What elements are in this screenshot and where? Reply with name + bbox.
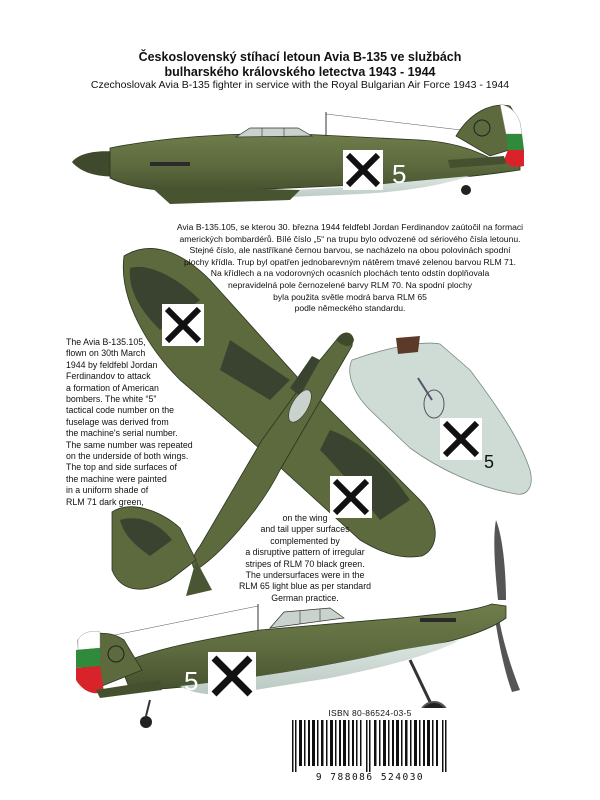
title-czech-line-1: Československý stíhací letoun Avia B-135 ve službách	[138, 50, 462, 64]
propeller-blade-lower	[494, 612, 520, 692]
english-left-line-10: The same number was repeated	[66, 439, 193, 450]
czech-line-1: Avia B-135.105, se kterou 30. března 1944 feldfebl Jordan Ferdinandov zaútočil na formaci	[176, 222, 524, 232]
tactical-number-bottom: 5	[184, 666, 199, 696]
propeller-blade-upper	[494, 520, 506, 600]
english-right-line-2: and tail upper surfaces	[260, 524, 350, 535]
english-right-line-7: RLM 65 light blue as per standard	[238, 581, 372, 592]
english-right-line-4: a disruptive pattern of irregular	[245, 547, 365, 558]
isbn-label: ISBN 80-86524-03-5	[328, 708, 412, 718]
english-left-line-4: Ferdinandov to attack	[66, 371, 151, 382]
english-left-line-5: a formation of American	[66, 382, 159, 393]
czech-line-4: plochy křídla. Trup byl opatřen jednobarevným nátěrem tmavé zelenou barvou RLM 71.	[184, 256, 516, 267]
english-description-left	[66, 337, 216, 508]
czech-line-6: nepravidelná pole černozelené barvy RLM 70. Na spodní plochy	[227, 279, 473, 290]
czech-line-3: Stejné číslo, ale nastříkané černou barvou, se nacházelo na obou polovinách spodní	[189, 245, 511, 256]
english-left-line-6: bombers. The white “5”	[66, 394, 157, 405]
english-left-line-2: flown on 30th March	[66, 348, 146, 359]
aircraft-side-profile-top	[72, 104, 524, 204]
english-left-line-15: RLM 71 dark green,	[66, 496, 144, 507]
title-english: Czechoslovak Avia B-135 fighter in service with the Royal Bulgarian Air Force 1943 - 1944	[90, 79, 510, 91]
czech-description	[150, 222, 550, 315]
english-right-line-5: stripes of RLM 70 black green.	[245, 558, 365, 569]
czech-line-2: amerických bombardérů. Bílé číslo „5“ na trupu bylo odvozené od sériového čísla letounu.	[179, 233, 521, 244]
english-right-line-1: on the wing	[282, 513, 328, 523]
title-czech-line-2: bulharského královského letectva 1943 - 1944	[164, 65, 436, 79]
english-left-line-1: The Avia B-135.105,	[66, 337, 146, 347]
czech-line-5: Na křídlech a na vodorovných ocasních plochách tento odstín doplňovala	[210, 268, 490, 279]
english-left-line-12: The top and side surfaces of	[66, 462, 178, 473]
english-right-line-6: The undersurfaces were in the	[245, 570, 365, 581]
barcode-icon	[288, 720, 452, 772]
tactical-number-top: 5	[392, 159, 407, 189]
tactical-number-underwing: 5	[484, 452, 495, 472]
czech-line-8: podle německého standardu.	[294, 303, 406, 314]
czech-line-7: byla použita světle modrá barva RLM 65	[273, 291, 427, 302]
english-left-line-8: fuselage was derived from	[66, 416, 169, 427]
english-description-right	[180, 513, 430, 604]
english-right-line-8: German practice.	[271, 592, 339, 603]
english-left-line-11: on the underside of both wings.	[66, 451, 189, 462]
english-left-line-9: the machine's serial number.	[66, 428, 178, 439]
barcode-digits: 9 788086 524030	[315, 772, 425, 783]
english-left-line-7: tactical code number on the	[66, 405, 175, 416]
english-left-line-14: in a uniform shade of	[66, 485, 149, 496]
english-left-line-3: 1944 by feldfebl Jordan	[66, 359, 158, 370]
english-right-line-3: complemented by	[270, 535, 340, 546]
isbn-barcode-block	[282, 708, 458, 786]
english-left-line-13: the machine were painted	[66, 473, 167, 484]
